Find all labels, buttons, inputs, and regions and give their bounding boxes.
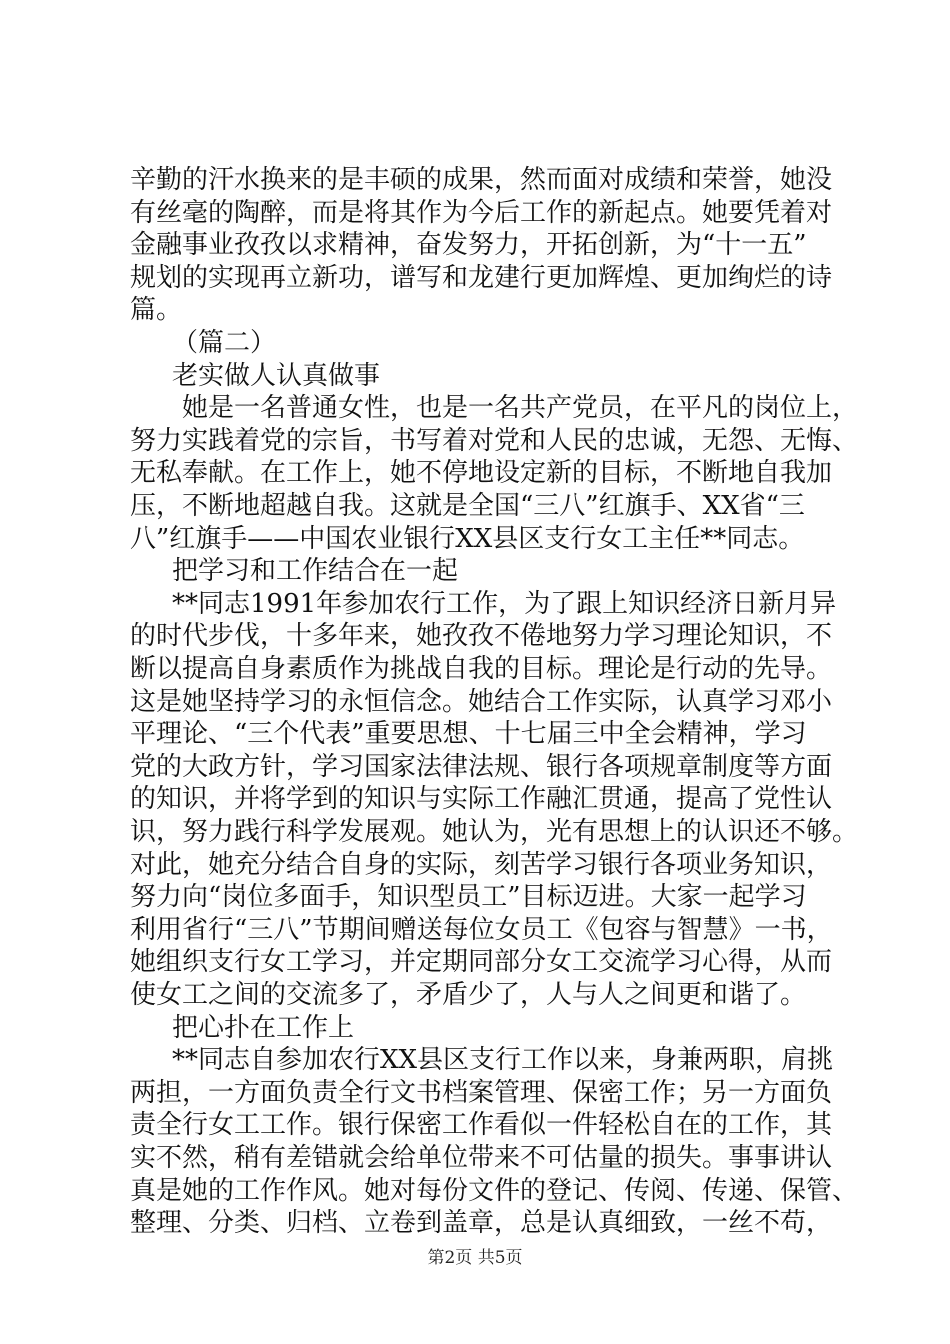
- text-line: 党的大政方针，学习国家法律法规、银行各项规章制度等方面: [130, 751, 833, 782]
- subheading: 把心扑在工作上: [172, 1012, 355, 1043]
- text-line: 两担，一方面负责全行文书档案管理、保密工作；另一方面负: [130, 1077, 833, 1108]
- subheading: 把学习和工作结合在一起: [172, 556, 459, 587]
- text-line: 断以提高自身素质作为挑战自我的目标。理论是行动的先导。: [130, 654, 833, 684]
- text-line: 金融事业孜孜以求精神，奋发努力，开拓创新，为“十一五”: [130, 230, 807, 261]
- text-line: **同志1991年参加农行工作，为了跟上知识经济日新月异: [172, 588, 837, 619]
- text-line: 的知识，并将学到的知识与实际工作融汇贯通，提高了党性认: [130, 784, 833, 815]
- page-number-footer: 第2页 共5页: [427, 1248, 523, 1268]
- text-line: 这是她坚持学习的永恒信念。她结合工作实际，认真学习邓小: [130, 686, 833, 717]
- text-line: 她组织支行女工学习，并定期同部分女工交流学习心得，从而: [130, 947, 833, 978]
- text-line: 八”红旗手——中国农业银行XX县区支行女工主任**同志。: [130, 523, 805, 554]
- text-line: 的时代步伐，十多年来，她孜孜不倦地努力学习理论知识，不: [130, 621, 833, 652]
- text-line: 使女工之间的交流多了，矛盾少了，人与人之间更和谐了。: [130, 980, 807, 1010]
- text-line: 辛勤的汗水换来的是丰硕的成果，然而面对成绩和荣誉，她没: [130, 165, 833, 195]
- section-label: （篇二）: [172, 328, 277, 358]
- text-line: 真是她的工作作风。她对每份文件的登记、传阅、传递、保管、: [130, 1175, 859, 1206]
- text-line: 篇。: [130, 295, 183, 326]
- text-line: 规划的实现再立新功，谱写和龙建行更加辉煌、更加绚烂的诗: [130, 262, 833, 293]
- text-line: 努力向“岗位多面手，知识型员工”目标迈进。大家一起学习: [130, 882, 807, 913]
- text-line: 有丝毫的陶醉，而是将其作为今后工作的新起点。她要凭着对: [130, 197, 833, 228]
- text-line: 她是一名普通女性，也是一名共产党员，在平凡的岗位上，: [182, 393, 859, 424]
- text-line: 责全行女工工作。银行保密工作看似一件轻松自在的工作，其: [130, 1110, 833, 1141]
- text-line: 识，努力践行科学发展观。她认为，光有思想上的认识还不够。: [130, 817, 859, 847]
- text-line: 对此，她充分结合自身的实际，刻苦学习银行各项业务知识，: [130, 849, 833, 880]
- text-line: **同志自参加农行XX县区支行工作以来，身兼两职，肩挑: [172, 1045, 834, 1076]
- article-title: 老实做人认真做事: [172, 360, 381, 391]
- text-line: 整理、分类、归档、立卷到盖章，总是认真细致，一丝不苟，: [130, 1208, 833, 1239]
- text-line: 无私奉献。在工作上，她不停地设定新的目标，不断地自我加: [130, 458, 833, 489]
- text-line: 平理论、“三个代表”重要思想、十七届三中全会精神，学习: [130, 719, 807, 750]
- text-line: 努力实践着党的宗旨，书写着对党和人民的忠诚，无怨、无悔、: [130, 425, 859, 456]
- text-line: 利用省行“三八”节期间赠送每位女员工《包容与智慧》一书，: [130, 914, 833, 945]
- text-line: 压，不断地超越自我。这就是全国“三八”红旗手、XX省“三: [130, 491, 805, 521]
- text-line: 实不然，稍有差错就会给单位带来不可估量的损失。事事讲认: [130, 1143, 833, 1173]
